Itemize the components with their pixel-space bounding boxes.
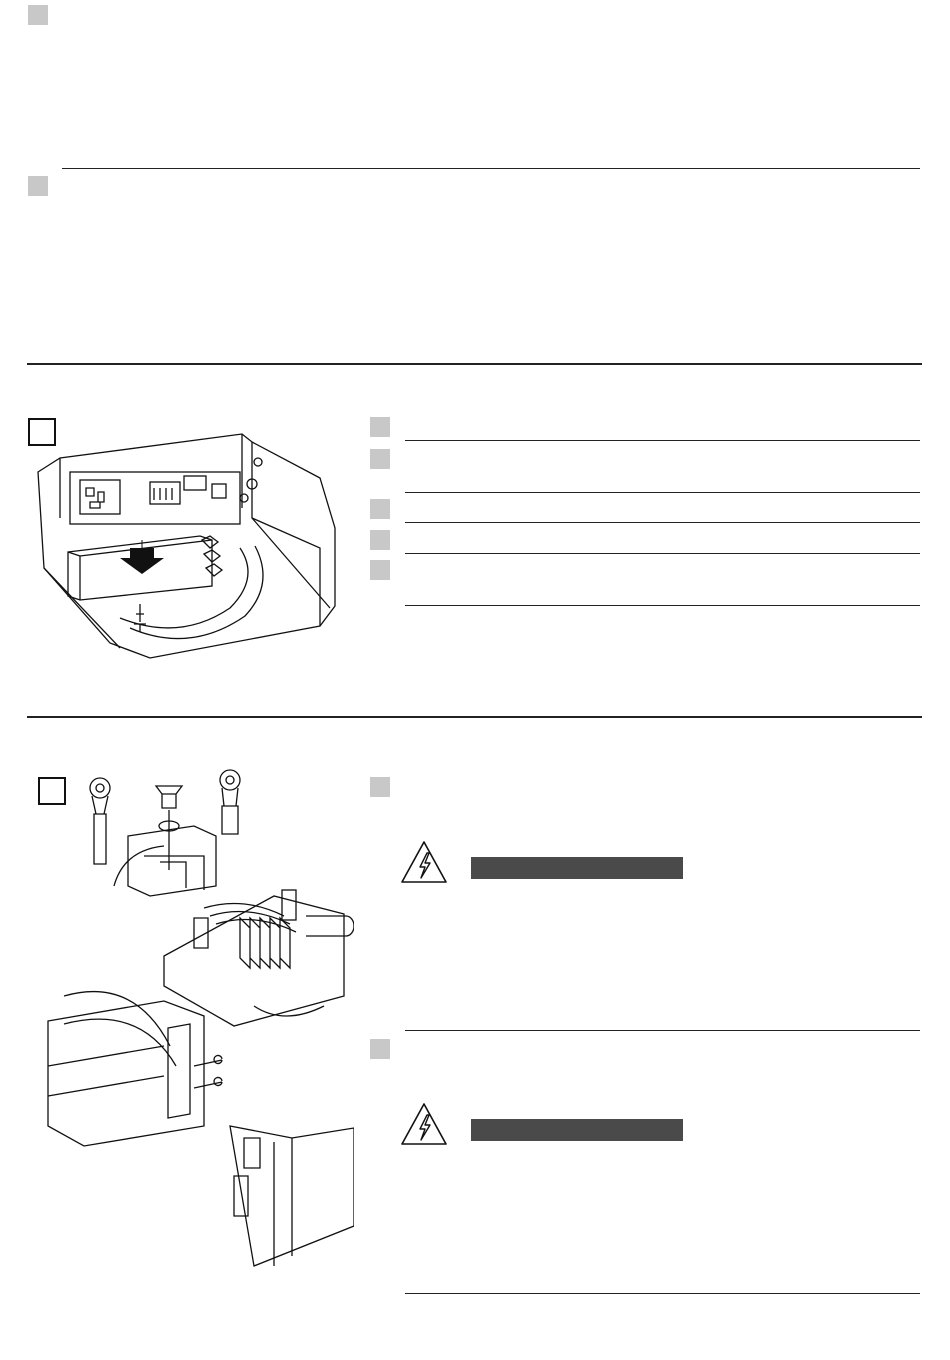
warning-label-bar-2 [471,1119,683,1141]
step-divider-2-1 [405,1030,920,1031]
step-divider-1-3 [405,522,920,523]
high-voltage-warning-icon [400,1102,448,1146]
warning-label-bar-1 [471,857,683,879]
section-divider-2 [27,716,922,718]
unit-control-box-illustration [30,428,350,668]
step-marker-1-5 [370,560,390,580]
section-divider-1 [27,363,922,365]
step-marker-1-1 [370,417,390,437]
step-divider-1-5 [405,605,920,606]
divider-top [62,168,920,169]
step-marker-2-1 [370,777,390,797]
step-divider-1-2 [405,492,920,493]
step-marker-1-2 [370,449,390,469]
step-marker-1-3 [370,499,390,519]
step-marker-top-2 [28,176,48,196]
wiring-terminal-illustration [44,766,354,1276]
step-marker-1-4 [370,530,390,550]
step-divider-2-2 [405,1293,920,1294]
step-divider-1-1 [405,440,920,441]
step-marker-2-2 [370,1039,390,1059]
step-marker-top-1 [28,5,48,25]
high-voltage-warning-icon [400,840,448,884]
step-divider-1-4 [405,553,920,554]
